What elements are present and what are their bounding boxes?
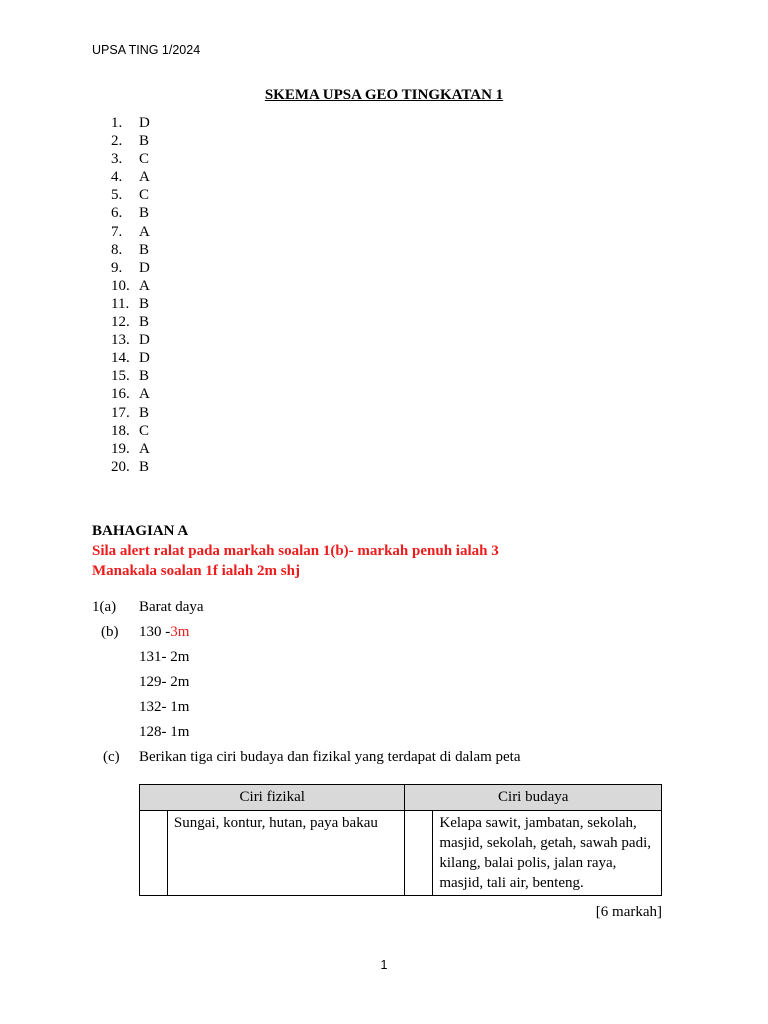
answer-number: 11. [111,295,130,312]
table-header-row [140,785,662,811]
answer-letter: B [139,241,150,258]
answer-item [111,331,150,349]
answer-number: 9. [111,259,123,276]
answer-letter: B [139,295,150,312]
answer-number: 20. [111,458,130,475]
question-1b-answer-3: 129- 2m [139,674,190,690]
marks-total: [6 markah] [595,904,662,920]
answer-number: 2. [111,133,123,150]
answer-number: 16. [111,386,130,403]
question-1b-label: (b) [101,624,119,640]
answer-number: 13. [111,332,130,349]
question-1a-answer: Barat daya [139,599,204,615]
table-row [140,811,662,896]
answer-item [111,458,150,476]
answer-number: 4. [111,169,123,186]
answer-item [111,241,150,259]
answer-letter: C [139,422,150,439]
answer-item [111,313,150,331]
answer-item [111,259,150,277]
answer-number: 1. [111,115,123,131]
correction-notice-1: Sila alert ralat pada markah soalan 1(b)- markah penuh ialah 3 [92,543,499,559]
question-1b-answer-1-mark: 3m [170,624,190,640]
question-1c-label: (c) [103,749,120,765]
answer-letter: A [139,223,150,240]
answer-number: 5. [111,187,123,204]
question-1b-answer-1 [139,624,189,641]
table-empty-cell [405,811,433,896]
answer-number: 18. [111,422,130,439]
cultural-features-cell [433,811,662,896]
question-1c-text: Berikan tiga ciri budaya dan fizikal yang terdapat di dalam peta [139,749,521,765]
answer-number: 7. [111,223,123,240]
answer-item [111,277,150,295]
document-title: SKEMA UPSA GEO TINGKATAN 1 [264,87,504,103]
answer-letter: B [139,133,150,150]
answer-item [111,223,150,241]
physical-features-header: Ciri fizikal [140,785,405,811]
correction-notice-2: Manakala soalan 1f ialah 2m shj [92,563,300,579]
cultural-features-text: Kelapa sawit, jambatan, sekolah, masjid, sekolah, getah, sawah padi, kilang, balai polis, jalan raya, masjid, tali air, benteng. [439,815,651,891]
section-a [92,521,499,581]
answer-letter: A [139,386,150,403]
answer-letter: A [139,169,150,186]
answer-item [111,150,150,168]
answer-item [111,440,150,458]
page-header: UPSA TING 1/2024 [92,43,201,57]
answer-letter: B [139,368,150,385]
answer-number: 8. [111,241,123,258]
table-empty-cell [140,811,168,896]
answer-item [111,204,150,222]
answer-number: 19. [111,440,130,457]
physical-features-cell [167,811,405,896]
answer-letter: D [139,115,150,131]
answer-letter: B [139,314,150,331]
answer-item [111,168,150,186]
answer-item [111,385,150,403]
answer-number: 14. [111,350,130,367]
answer-number: 6. [111,205,123,222]
answer-letter: D [139,350,150,367]
answer-letter: C [139,187,150,204]
cultural-features-header: Ciri budaya [405,785,662,811]
answer-item [111,295,150,313]
answer-number: 12. [111,314,130,331]
answer-letter: B [139,404,150,421]
answer-item [111,132,150,150]
answer-item [111,367,150,385]
physical-features-text: Sungai, kontur, hutan, paya bakau [173,815,378,831]
question-1b-answer-1-value: 130 - [139,624,171,640]
answer-letter: B [139,458,150,475]
answer-item [111,404,150,422]
answer-number: 17. [111,404,130,421]
answer-letter: C [139,151,150,168]
answer-item [111,349,150,367]
answer-letter: B [139,205,150,222]
features-table [139,784,662,896]
answer-item [111,422,150,440]
question-1b-answer-4: 132- 1m [139,699,190,715]
answer-letter: D [139,332,150,349]
answer-letter: A [139,440,150,457]
answer-key-list [111,114,150,476]
answer-number: 15. [111,368,130,385]
question-1b-answer-5: 128- 1m [139,724,190,740]
section-a-heading: BAHAGIAN A [92,523,189,539]
question-1b-answer-2: 131- 2m [139,649,190,665]
question-1a-label: 1(a) [92,599,117,615]
answer-item [111,114,150,132]
answer-number: 3. [111,151,123,168]
page-number: 1 [380,958,388,972]
answer-letter: D [139,259,150,276]
answer-item [111,186,150,204]
answer-number: 10. [111,277,130,294]
answer-letter: A [139,277,150,294]
